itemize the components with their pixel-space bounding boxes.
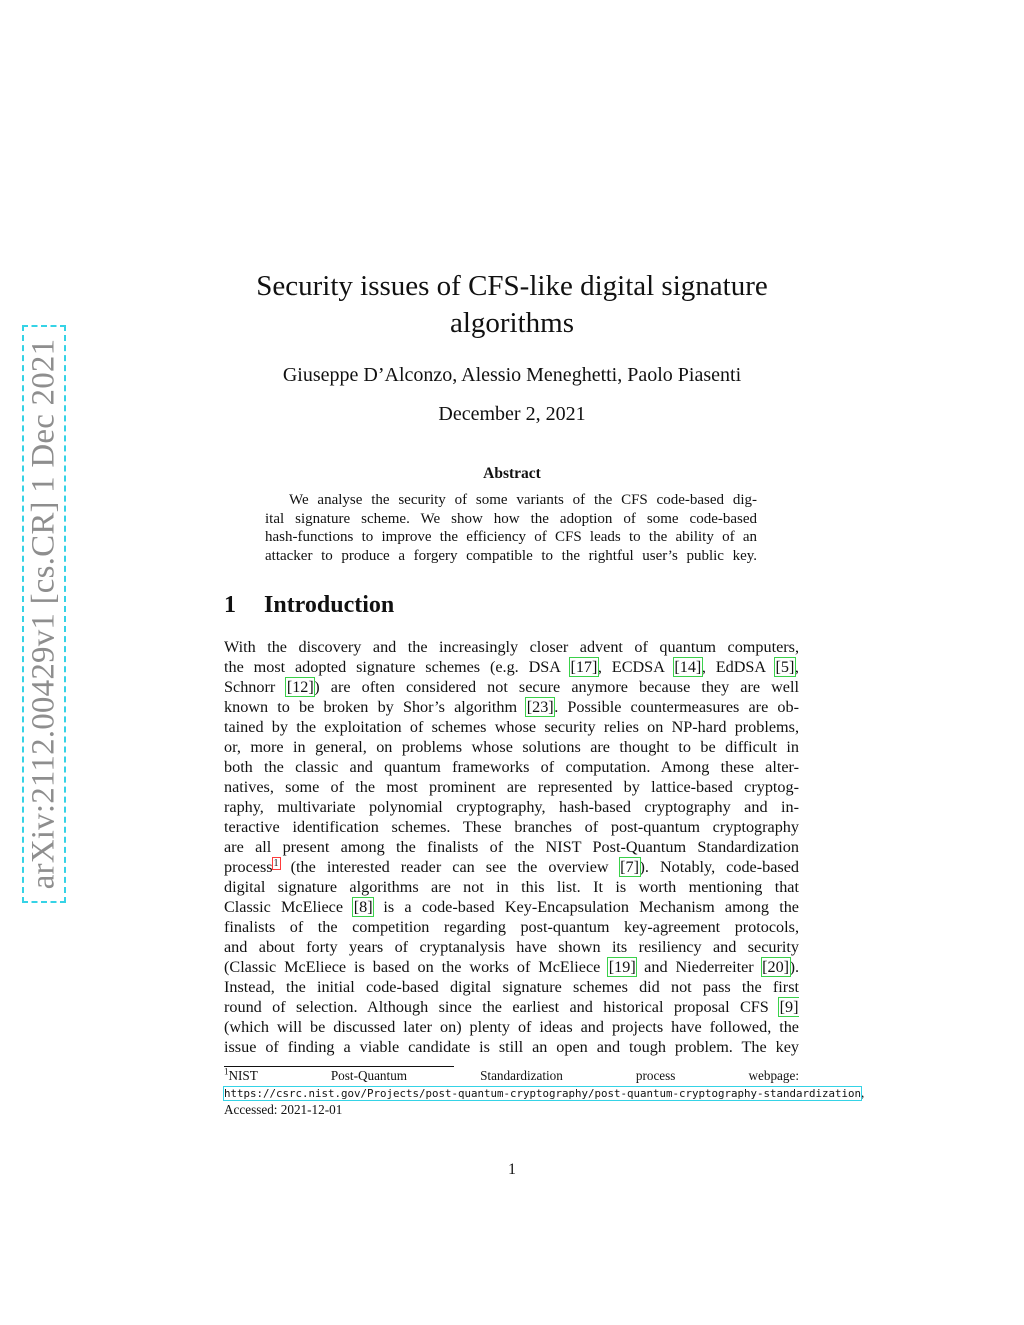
section-title: Introduction — [264, 592, 395, 618]
text-line: Classic McEliece [8] is a code-based Key-Encapsulation Mechanism among the — [224, 898, 799, 916]
citation-link[interactable]: [5] — [775, 658, 795, 676]
text-line: round of selection. Although since the earliest and historical proposal CFS [9] — [224, 998, 799, 1016]
footnote-rule — [224, 1066, 454, 1067]
section-heading — [224, 592, 394, 619]
footnote-word: $^1$NIST — [224, 1066, 258, 1083]
paper-title — [224, 268, 800, 342]
footnote — [224, 1068, 924, 1119]
text-line: both the classic and quantum frameworks of computation. Among these alter- — [224, 758, 799, 776]
publication-date: December 2, 2021 — [438, 403, 586, 425]
citation-link[interactable]: [9] — [779, 998, 799, 1016]
text-line: natives, some of the most prominent are represented by lattice-based cryptog- — [224, 778, 799, 796]
footnote-word: webpage: — [748, 1068, 799, 1083]
text-line: (Classic McEliece is based on the works of McEliece [19] and Niederreiter [20]). — [224, 958, 799, 976]
abstract-line: We analyse the security of some variants of the CFS code-based dig- — [289, 492, 757, 508]
text-line: Instead, the initial code-based digital signature schemes did not pass the first — [224, 978, 799, 996]
footnote-mark: 1 — [224, 1066, 229, 1077]
arxiv-stamp[interactable] — [22, 325, 66, 903]
text-line: and about forty years of cryptanalysis have shown its resiliency and security — [224, 938, 799, 956]
citation-link[interactable]: [17] — [570, 658, 598, 676]
text-line: tained by the exploitation of schemes whose security relies on NP-hard problems, — [224, 718, 799, 736]
text-line: are all present among the finalists of the NIST Post-Quantum Standardization — [224, 838, 799, 856]
citation-link[interactable]: [23] — [526, 698, 554, 716]
citation-link[interactable]: [20] — [762, 958, 790, 976]
text-line: (which will be discussed later on) plenty of ideas and projects have followed, the — [224, 1018, 799, 1036]
footnote-link[interactable]: 1 — [273, 857, 279, 869]
abstract-line: hash-functions to improve the efficiency of CFS leads to the ability of an — [265, 529, 757, 546]
abstract-heading: Abstract — [483, 465, 541, 482]
text-line: issue of finding a viable candidate is still an open and tough problem. The key — [224, 1038, 799, 1056]
text-line: finalists of the competition regarding post-quantum key-agreement protocols, — [224, 918, 799, 936]
introduction-paragraph — [224, 637, 799, 1057]
citation-link[interactable]: [19] — [608, 958, 636, 976]
abstract-line: attacker to produce a forgery compatible to the rightful user’s public key. — [265, 547, 757, 564]
footnote-word: Post-Quantum — [330, 1068, 408, 1083]
text-line: known to be broken by Shor’s algorithm [23]. Possible countermeasures are ob- — [224, 698, 799, 716]
section-number: 1 — [224, 592, 236, 618]
text-line: With the discovery and the increasingly closer advent of quantum computers, — [224, 638, 799, 656]
page-number: 1 — [508, 1161, 516, 1178]
footnote-line — [224, 1068, 799, 1085]
authors: Giuseppe D’Alconzo, Alessio Meneghetti, Paolo Piasenti — [282, 364, 742, 386]
footnote-word: Standardization — [480, 1068, 563, 1083]
citation-link[interactable]: [8] — [353, 898, 373, 916]
arxiv-identifier: arXiv:2112.00429v1 [cs.CR] 1 Dec 2021 — [25, 338, 62, 890]
footnote-url-line: https://csrc.nist.gov/Projects/post-quantum-cryptography/post-quantum-cryptography-standardization, — [224, 1084, 865, 1100]
abstract-line: ital signature scheme. We show how the adoption of some code-based — [265, 510, 757, 527]
text-line: Schnorr [12]) are often considered not secure anymore because they are well — [224, 678, 799, 696]
footnote-word: process — [635, 1068, 676, 1083]
footnote-accessed: Accessed: 2021-12-01 — [224, 1102, 343, 1117]
text-line: the most adopted signature schemes (e.g. DSA [17], ECDSA [14], EdDSA [5], — [224, 658, 799, 676]
text-line: teractive identification schemes. These branches of post-quantum cryptography — [224, 818, 799, 836]
citation-link[interactable]: [14] — [674, 658, 702, 676]
citation-link[interactable]: [12] — [286, 678, 314, 696]
title-line-2: algorithms — [449, 307, 575, 339]
title-line-1: Security issues of CFS-like digital signature — [256, 270, 768, 302]
text-line: digital signature algorithms are not in this list. It is worth mentioning that — [224, 878, 799, 896]
citation-link[interactable]: [7] — [620, 858, 639, 876]
text-line: or, more in general, on problems whose solutions are thought to be difficult in — [224, 738, 799, 756]
text-line: raphy, multivariate polynomial cryptography, hash-based cryptography and in- — [224, 798, 799, 816]
text-line: process$^1$ (the interested reader can see the overview [7]). Notably, code-based — [224, 857, 799, 876]
abstract-body — [265, 491, 757, 565]
footnote-url-link[interactable]: https://csrc.nist.gov/Projects/post-quantum-cryptography/post-quantum-cryptography-standardization — [224, 1086, 862, 1100]
